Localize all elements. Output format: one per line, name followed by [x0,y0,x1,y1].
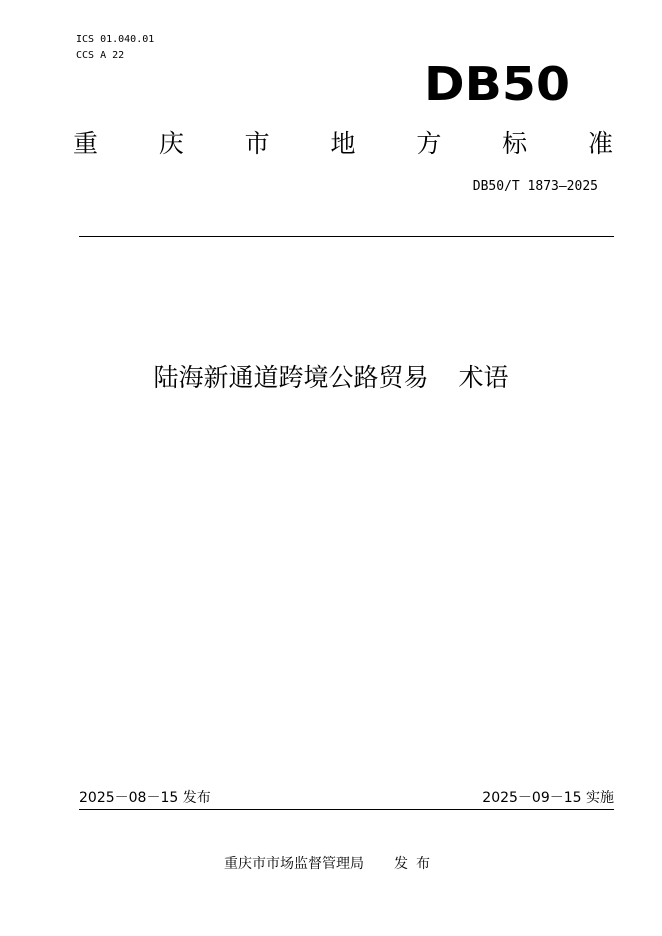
document-title-sub: 术语 [458,363,509,392]
ics-code: ICS 01.040.01 [76,34,155,45]
footer-divider [79,809,614,810]
standard-category-char: 市 [244,129,270,158]
ccs-code: CCS A 22 [76,50,125,61]
document-title [0,360,662,396]
standard-category-title [73,126,613,162]
issuer-action: 发布 [394,856,438,872]
publish-date: 2025－08－15 发布 [79,790,211,806]
document-title-main: 陆海新通道跨境公路贸易 [153,363,429,392]
standard-category-char: 重 [73,129,99,158]
issuer-name: 重庆市市场监督管理局 [224,856,364,872]
standard-category-char: 方 [416,129,442,158]
standard-category-char: 庆 [158,129,184,158]
issuer-line [0,854,662,874]
standard-category-char: 地 [330,129,356,158]
standard-category-char: 标 [502,129,528,158]
db50-logo-text: DB50 [424,58,570,108]
implement-date: 2025－09－15 实施 [482,790,614,806]
db50-logo [424,58,572,108]
standard-number: DB50/T 1873—2025 [472,179,598,194]
standard-category-char: 准 [587,129,613,158]
header-divider [79,236,614,237]
